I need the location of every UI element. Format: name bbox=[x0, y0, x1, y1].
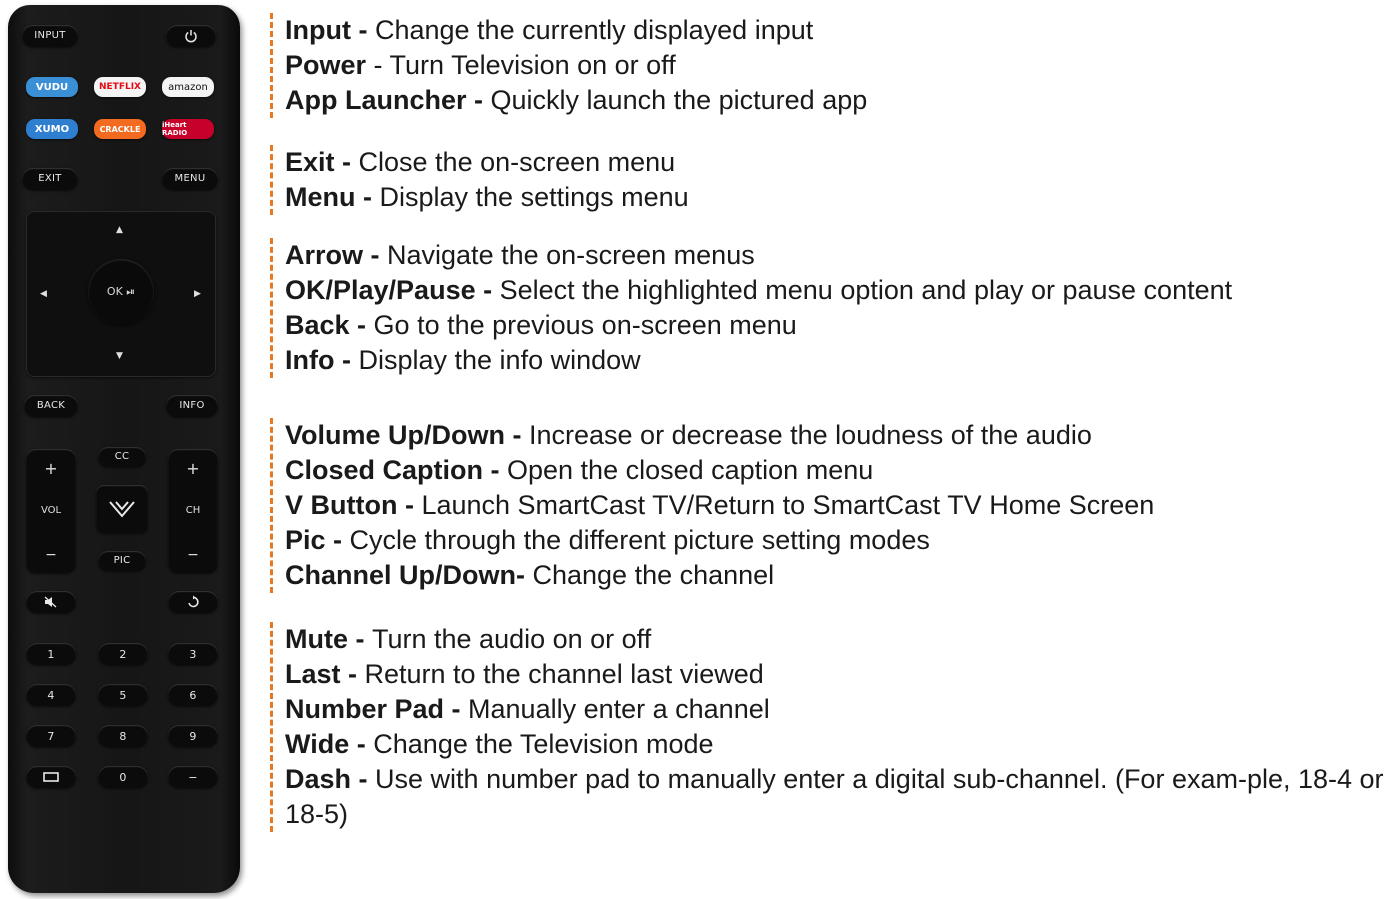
power-icon bbox=[184, 29, 198, 43]
wide-button[interactable] bbox=[26, 766, 76, 788]
channel-up[interactable]: + bbox=[186, 459, 200, 478]
number-2-button[interactable]: 2 bbox=[98, 643, 148, 665]
channel-rocker[interactable] bbox=[168, 449, 218, 573]
legend-item: OK/Play/Pause - Select the highlighted menu option and play or pause content bbox=[285, 275, 1233, 305]
legend-item: Number Pad - Manually enter a channel bbox=[285, 694, 770, 724]
legend-group-volume-channel bbox=[270, 418, 1154, 593]
legend-item: Pic - Cycle through the different picture setting modes bbox=[285, 525, 930, 555]
crackle-app-button[interactable]: CRACKLE bbox=[94, 119, 146, 139]
number-3-button[interactable]: 3 bbox=[168, 643, 218, 665]
legend-group-exit-menu bbox=[270, 145, 689, 215]
legend-item: Closed Caption - Open the closed caption menu bbox=[285, 455, 874, 485]
legend-item: App Launcher - Quickly launch the pictured app bbox=[285, 85, 868, 115]
legend-item: Menu - Display the settings menu bbox=[285, 182, 689, 212]
amazon-app-button[interactable]: amazon bbox=[162, 77, 214, 97]
number-9-button[interactable]: 9 bbox=[168, 725, 218, 747]
legend-item: Last - Return to the channel last viewed bbox=[285, 659, 764, 689]
power-button[interactable] bbox=[166, 25, 216, 47]
number-8-button[interactable]: 8 bbox=[98, 725, 148, 747]
arrow-left-icon[interactable]: ◀ bbox=[40, 289, 47, 299]
legend-item: Channel Up/Down- Change the channel bbox=[285, 560, 775, 590]
legend-item: Wide - Change the Television mode bbox=[285, 729, 714, 759]
last-button[interactable] bbox=[168, 591, 218, 613]
legend-item: Volume Up/Down - Increase or decrease the loudness of the audio bbox=[285, 420, 1092, 450]
legend-item: Info - Display the info window bbox=[285, 345, 641, 375]
legend-item: Exit - Close the on-screen menu bbox=[285, 147, 676, 177]
menu-button[interactable]: MENU bbox=[162, 168, 218, 190]
xumo-app-button[interactable]: XUMO bbox=[26, 119, 78, 139]
arrow-up-icon[interactable]: ▲ bbox=[116, 225, 123, 235]
number-4-button[interactable]: 4 bbox=[26, 684, 76, 706]
last-icon bbox=[186, 595, 200, 609]
number-6-button[interactable]: 6 bbox=[168, 684, 218, 706]
channel-down[interactable]: − bbox=[187, 547, 199, 563]
dash-button[interactable]: − bbox=[168, 766, 218, 788]
pic-button[interactable]: PIC bbox=[98, 551, 146, 571]
volume-label: VOL bbox=[40, 505, 62, 516]
tv-remote-image bbox=[8, 5, 240, 893]
exit-button[interactable]: EXIT bbox=[22, 168, 78, 190]
netflix-app-button[interactable]: NETFLIX bbox=[94, 77, 146, 97]
number-1-button[interactable]: 1 bbox=[26, 643, 76, 665]
arrow-down-icon[interactable]: ▼ bbox=[116, 351, 123, 361]
mute-icon bbox=[44, 596, 58, 608]
volume-down[interactable]: − bbox=[45, 547, 57, 563]
v-logo-icon bbox=[107, 499, 137, 519]
channel-label: CH bbox=[185, 505, 201, 516]
input-button[interactable]: INPUT bbox=[22, 25, 78, 47]
number-7-button[interactable]: 7 bbox=[26, 725, 76, 747]
legend-group-mute-numbers bbox=[270, 622, 1385, 832]
arrow-right-icon[interactable]: ▶ bbox=[194, 289, 201, 299]
volume-up[interactable]: + bbox=[44, 459, 58, 478]
back-button[interactable]: BACK bbox=[24, 395, 78, 417]
v-button[interactable] bbox=[96, 485, 148, 533]
legend-item: Mute - Turn the audio on or off bbox=[285, 624, 652, 654]
legend-item: Back - Go to the previous on-screen menu bbox=[285, 310, 797, 340]
legend-group-input-power-apps bbox=[270, 13, 867, 118]
volume-rocker[interactable] bbox=[26, 449, 76, 573]
number-0-button[interactable]: 0 bbox=[98, 766, 148, 788]
number-5-button[interactable]: 5 bbox=[98, 684, 148, 706]
legend-item: Power - Turn Television on or off bbox=[285, 50, 676, 80]
legend-item: Input - Change the currently displayed input bbox=[285, 15, 814, 45]
closed-caption-button[interactable]: CC bbox=[98, 447, 146, 467]
mute-button[interactable] bbox=[26, 591, 76, 613]
legend-item: Arrow - Navigate the on-screen menus bbox=[285, 240, 755, 270]
ok-play-pause-button[interactable]: OK ⏯ bbox=[88, 259, 154, 325]
info-button[interactable]: INFO bbox=[166, 395, 218, 417]
wide-icon bbox=[43, 772, 59, 782]
legend-group-navigation bbox=[270, 238, 1232, 378]
directional-pad bbox=[26, 211, 216, 377]
legend-item: Dash - Use with number pad to manually enter a digital sub-channel. (For exam-ple, 18-4 or 18-5) bbox=[285, 764, 1384, 829]
iheartradio-app-button[interactable]: iHeart RADIO bbox=[162, 119, 214, 139]
vudu-app-button[interactable]: VUDU bbox=[26, 77, 78, 97]
legend-item: V Button - Launch SmartCast TV/Return to SmartCast TV Home Screen bbox=[285, 490, 1155, 520]
